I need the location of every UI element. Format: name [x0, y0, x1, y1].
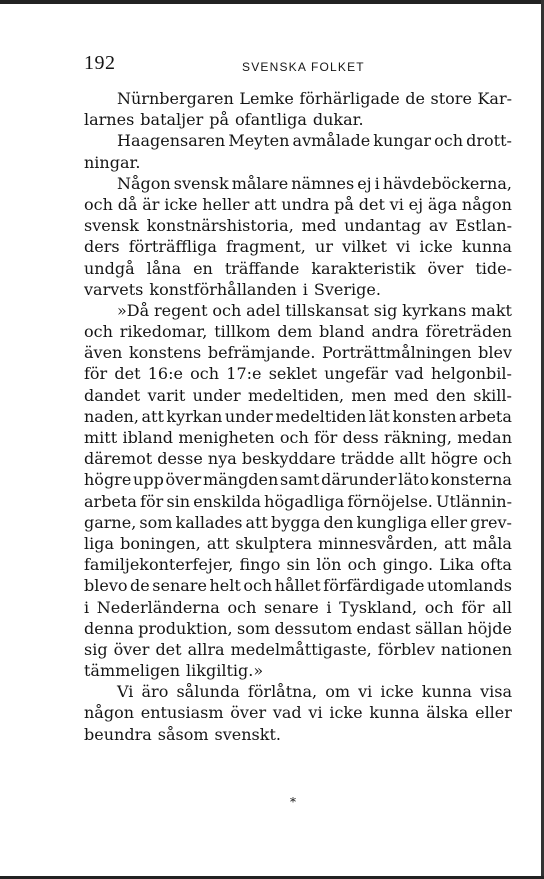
- end-ornament: *: [290, 795, 296, 809]
- text-line: beundra såsom svenskt.: [84, 724, 281, 744]
- text-line: för det 16:e och 17:e seklet ungefär vad helgonbil-: [84, 364, 512, 384]
- text-line: familjekonterfejer, fingo sin lön och gingo. Lika ofta: [84, 555, 512, 575]
- text-line: ningar.: [84, 152, 141, 172]
- text-line: sig över det allra medelmåttigaste, förblev nationen: [84, 639, 512, 659]
- text-line: Haagensaren Meyten avmålade kungar och drott-: [117, 131, 512, 151]
- text-line: ders förträffliga fragment, ur vilket vi icke kunna: [84, 237, 512, 257]
- text-line: Nürnbergaren Lemke förhärligade de store Kar-: [117, 89, 512, 108]
- text-line: tämmeligen likgiltig.»: [84, 661, 264, 681]
- text-line: och då är icke heller att undra på det vi ej äga någon: [84, 194, 512, 214]
- text-line: dandet varit under medeltiden, men med den skill-: [84, 385, 512, 405]
- text-line: Vi äro sålunda förlåtna, om vi icke kunna visa: [117, 682, 512, 702]
- text-line: »Då regent och adel tillskansat sig kyrkans makt: [117, 300, 512, 320]
- running-head: SVENSKA FOLKET: [242, 60, 365, 74]
- text-line: svensk konstnärshistoria, med undantag av Estlan-: [84, 216, 512, 236]
- text-line: Någon svensk målare nämnes ej i hävdeböckerna,: [117, 173, 512, 193]
- text-line: även konstens befrämjande. Porträttmålningen blev: [84, 343, 512, 363]
- text-line: naden, att kyrkan under medeltiden lät konsten arbeta: [84, 406, 512, 426]
- text-line: högre upp över mängden samt därunder läto konsterna: [84, 470, 512, 490]
- text-line: i Nederländerna och senare i Tyskland, och för all: [84, 597, 512, 617]
- page-edge-top: [0, 0, 544, 4]
- text-line: någon entusiasm över vad vi icke kunna älska eller: [84, 703, 512, 723]
- text-line: garne, som kallades att bygga den kungliga eller grev-: [84, 512, 512, 532]
- text-line: undgå låna en träffande karakteristik över tide-: [84, 258, 512, 278]
- page-number: 192: [84, 52, 116, 74]
- text-line: denna produktion, som dessutom endast sällan höjde: [84, 618, 512, 638]
- text-line: blevo de senare helt och hållet förfärdigade utomlands: [84, 576, 512, 596]
- text-line: arbeta för sin enskilda högadliga förnöjelse. Utlännin-: [84, 491, 512, 511]
- text-line: mitt ibland menigheten och för dess räkning, medan: [84, 428, 512, 447]
- text-line: larnes bataljer på ofantliga dukar.: [84, 110, 364, 130]
- body-text: [84, 88, 512, 745]
- text-line: varvets konstförhållanden i Sverige.: [84, 279, 381, 299]
- text-line: och rikedomar, tillkom dem bland andra företräden: [84, 322, 512, 342]
- text-line: däremot desse nya beskyddare trädde allt högre och: [84, 449, 512, 469]
- text-line: liga boningen, att skulptera minnesvården, att måla: [84, 533, 512, 553]
